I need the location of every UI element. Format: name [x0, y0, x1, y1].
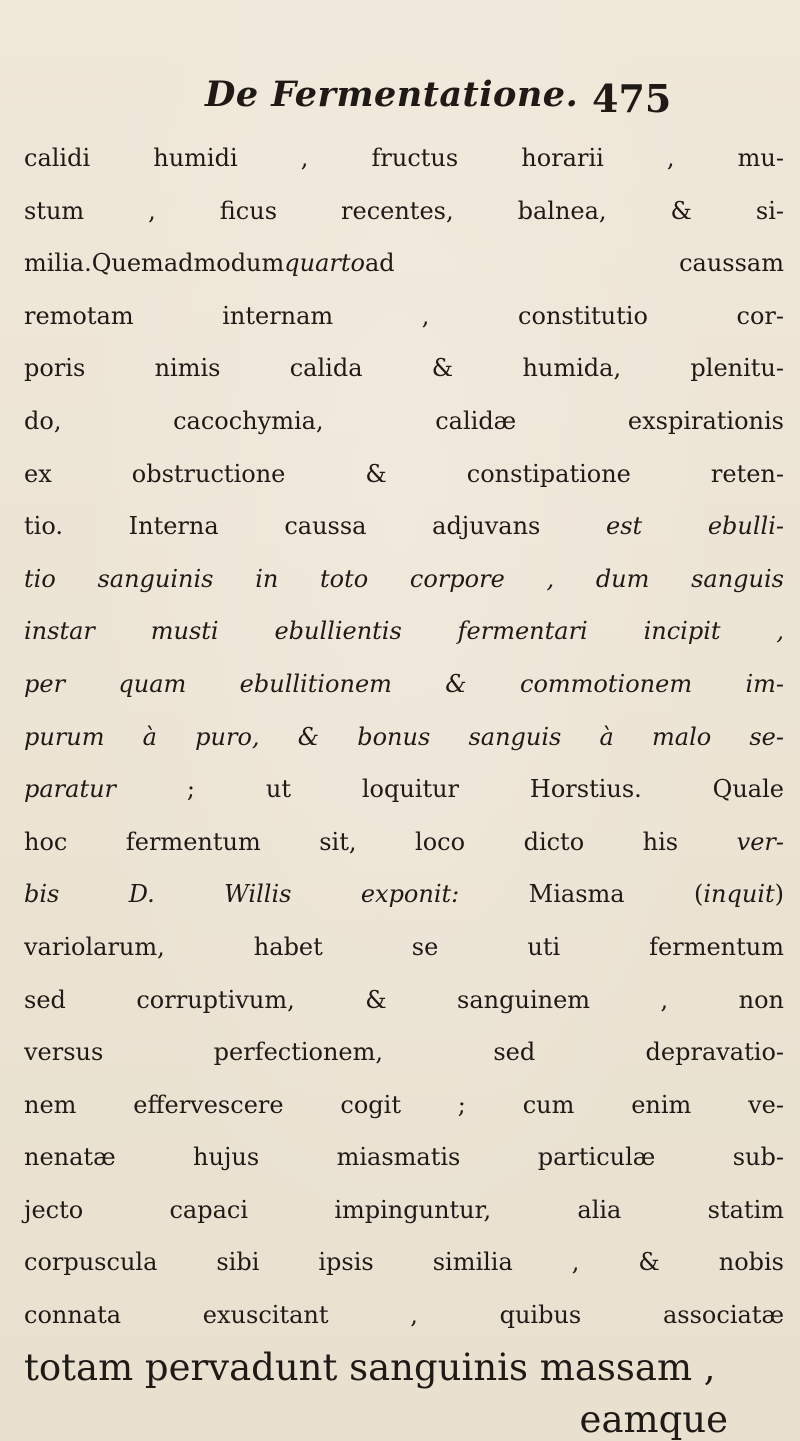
italic-segment: per quam ebullitionem & commotionem im-: [24, 669, 784, 698]
italic-segment: quarto: [284, 249, 365, 278]
text-segment: jecto capaci impinguntur, alia statim: [24, 1195, 784, 1224]
text-line: [24, 342, 784, 395]
catchword: eamque: [579, 1398, 728, 1441]
body-text: [24, 132, 784, 1441]
italic-segment: inquit: [703, 880, 775, 909]
italic-segment: ver-: [736, 827, 784, 856]
text-segment: ; ut loquitur Horstius. Quale: [116, 775, 784, 804]
text-line: [24, 500, 784, 553]
text-segment: nem effervescere cogit ; cum enim ve-: [24, 1090, 784, 1119]
running-title: De Fermentatione.: [205, 74, 579, 115]
text-line: [24, 290, 784, 343]
text-segment: remotam internam , constitutio cor-: [24, 301, 784, 330]
page-number: 475: [592, 76, 672, 121]
text-line: [24, 132, 784, 185]
text-line: [24, 1026, 784, 1079]
italic-segment: instar musti ebullientis fermentari incipit ,: [24, 617, 784, 646]
text-line: [24, 1131, 784, 1184]
italic-segment: purum à puro, & bonus sanguis à malo se-: [24, 722, 784, 751]
text-line: [24, 448, 784, 501]
text-segment: ad caussam: [364, 249, 784, 278]
text-segment: stum , ficus recentes, balnea, & si-: [24, 196, 784, 225]
text-line: [24, 185, 784, 238]
italic-segment: paratur: [24, 775, 117, 804]
text-line: [24, 395, 784, 448]
text-segment: variolarum, habet se uti fermentum: [24, 932, 784, 961]
text-segment: hoc fermentum sit, loco dicto his: [24, 827, 737, 856]
text-segment: milia.Quemadmodum: [24, 249, 285, 278]
text-segment: sed corruptivum, & sanguinem , non: [24, 985, 784, 1014]
text-segment: corpuscula sibi ipsis similia , & nobis: [24, 1248, 784, 1277]
text-line: [24, 1079, 784, 1132]
text-segment: nenatæ hujus miasmatis particulæ sub-: [24, 1143, 784, 1172]
page-header: [0, 70, 800, 130]
text-segment: tio. Interna caussa adjuvans: [24, 512, 607, 541]
text-line: [24, 237, 784, 290]
text-line: [24, 974, 784, 1027]
italic-segment: est ebulli-: [606, 512, 785, 541]
text-segment: versus perfectionem, sed depravatio-: [24, 1038, 784, 1067]
text-segment: Miasma (: [459, 880, 704, 909]
text-line: [24, 1289, 784, 1342]
text-line: [24, 1342, 784, 1395]
text-line: [24, 921, 784, 974]
text-line: [24, 816, 784, 869]
text-segment: ex obstructione & constipatione reten-: [24, 459, 784, 488]
text-line: [24, 658, 784, 711]
text-segment: connata exuscitant , quibus associatæ: [24, 1301, 784, 1330]
text-line: [24, 1236, 784, 1289]
text-line: [24, 868, 784, 921]
italic-segment: tio sanguinis in toto corpore , dum sanguis: [24, 564, 784, 593]
text-line: [24, 1184, 784, 1237]
text-segment: poris nimis calida & humida, plenitu-: [24, 354, 784, 383]
text-segment: totam pervadunt sanguinis massam ,: [24, 1345, 716, 1389]
text-line: [24, 553, 784, 606]
text-segment: do, cacochymia, calidæ exspirationis: [24, 406, 784, 435]
text-line: [24, 711, 784, 764]
text-line: [24, 763, 784, 816]
text-line: [24, 605, 784, 658]
text-segment: ): [774, 880, 785, 909]
italic-segment: bis D. Willis exponit:: [24, 880, 460, 909]
text-segment: calidi humidi , fructus horarii , mu-: [24, 144, 784, 172]
